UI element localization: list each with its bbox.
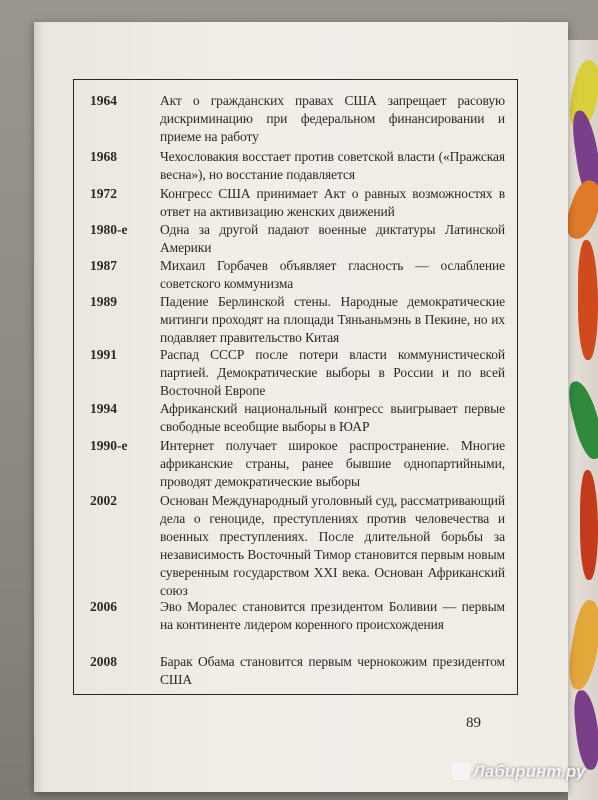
entry-text: Акт о гражданских правах США запрещает расовую дискриминацию при федеральном финансировании и приеме на работу	[160, 93, 505, 144]
entry-text: Основан Международный уголовный суд, рассматривающий дела о геноциде, преступлениях против человечества и военных преступлениях. После длительной борьбы за независимость Восточный Тимор становится первым новым суверенным государством XXI века. Основан Африканский союз	[160, 493, 505, 598]
watermark	[452, 762, 585, 782]
entry-year: 1980-е	[90, 222, 128, 237]
entry-year: 1972	[90, 186, 117, 201]
entry-text: Распад СССР после потери власти коммунистической партией. Демократические выборы в России и по всей Восточной Европе	[160, 347, 505, 398]
entry-text: Конгресс США принимает Акт о равных возможностях в ответ на активизацию женских движений	[160, 186, 505, 219]
entry-year: 2002	[90, 493, 117, 508]
entry-year: 1987	[90, 258, 117, 273]
entry-text: Африканский национальный конгресс выигрывает первые свободные всеобщие выборы в ЮАР	[160, 401, 505, 434]
entry-text: Чехословакия восстает против советской власти («Пражская весна»), но восстание подавляется	[160, 149, 505, 182]
entry-year: 1994	[90, 401, 117, 416]
page-number: 89	[466, 715, 481, 731]
entry-text: Барак Обама становится первым чернокожим президентом США	[160, 654, 505, 687]
entry-text: Интернет получает широкое распространение. Многие африканские страны, ранее бывшие однопартийными, проводят демократические выборы	[160, 438, 505, 489]
entry-text: Эво Моралес становится президентом Боливии — первым на континенте лидером коренного происхождения	[160, 599, 505, 632]
entry-year: 1989	[90, 294, 117, 309]
entry-year: 1991	[90, 347, 117, 362]
entry-year: 2006	[90, 599, 117, 614]
entry-year: 2008	[90, 654, 117, 669]
page-gutter-shadow	[34, 22, 44, 792]
entry-year: 1990-е	[90, 438, 128, 453]
entry-text: Одна за другой падают военные диктатуры Латинской Америки	[160, 222, 505, 255]
labirint-logo-icon	[452, 762, 470, 780]
entry-year: 1968	[90, 149, 117, 164]
entry-year: 1964	[90, 93, 117, 108]
watermark-text: Лабиринт.ру	[473, 762, 586, 781]
entry-text: Михаил Горбачев объявляет гласность — ослабление советского коммунизма	[160, 258, 505, 291]
entry-text: Падение Берлинской стены. Народные демократические митинги проходят на площади Тяньаньмэнь в Пекине, но их подавляет правительство Китая	[160, 294, 505, 345]
